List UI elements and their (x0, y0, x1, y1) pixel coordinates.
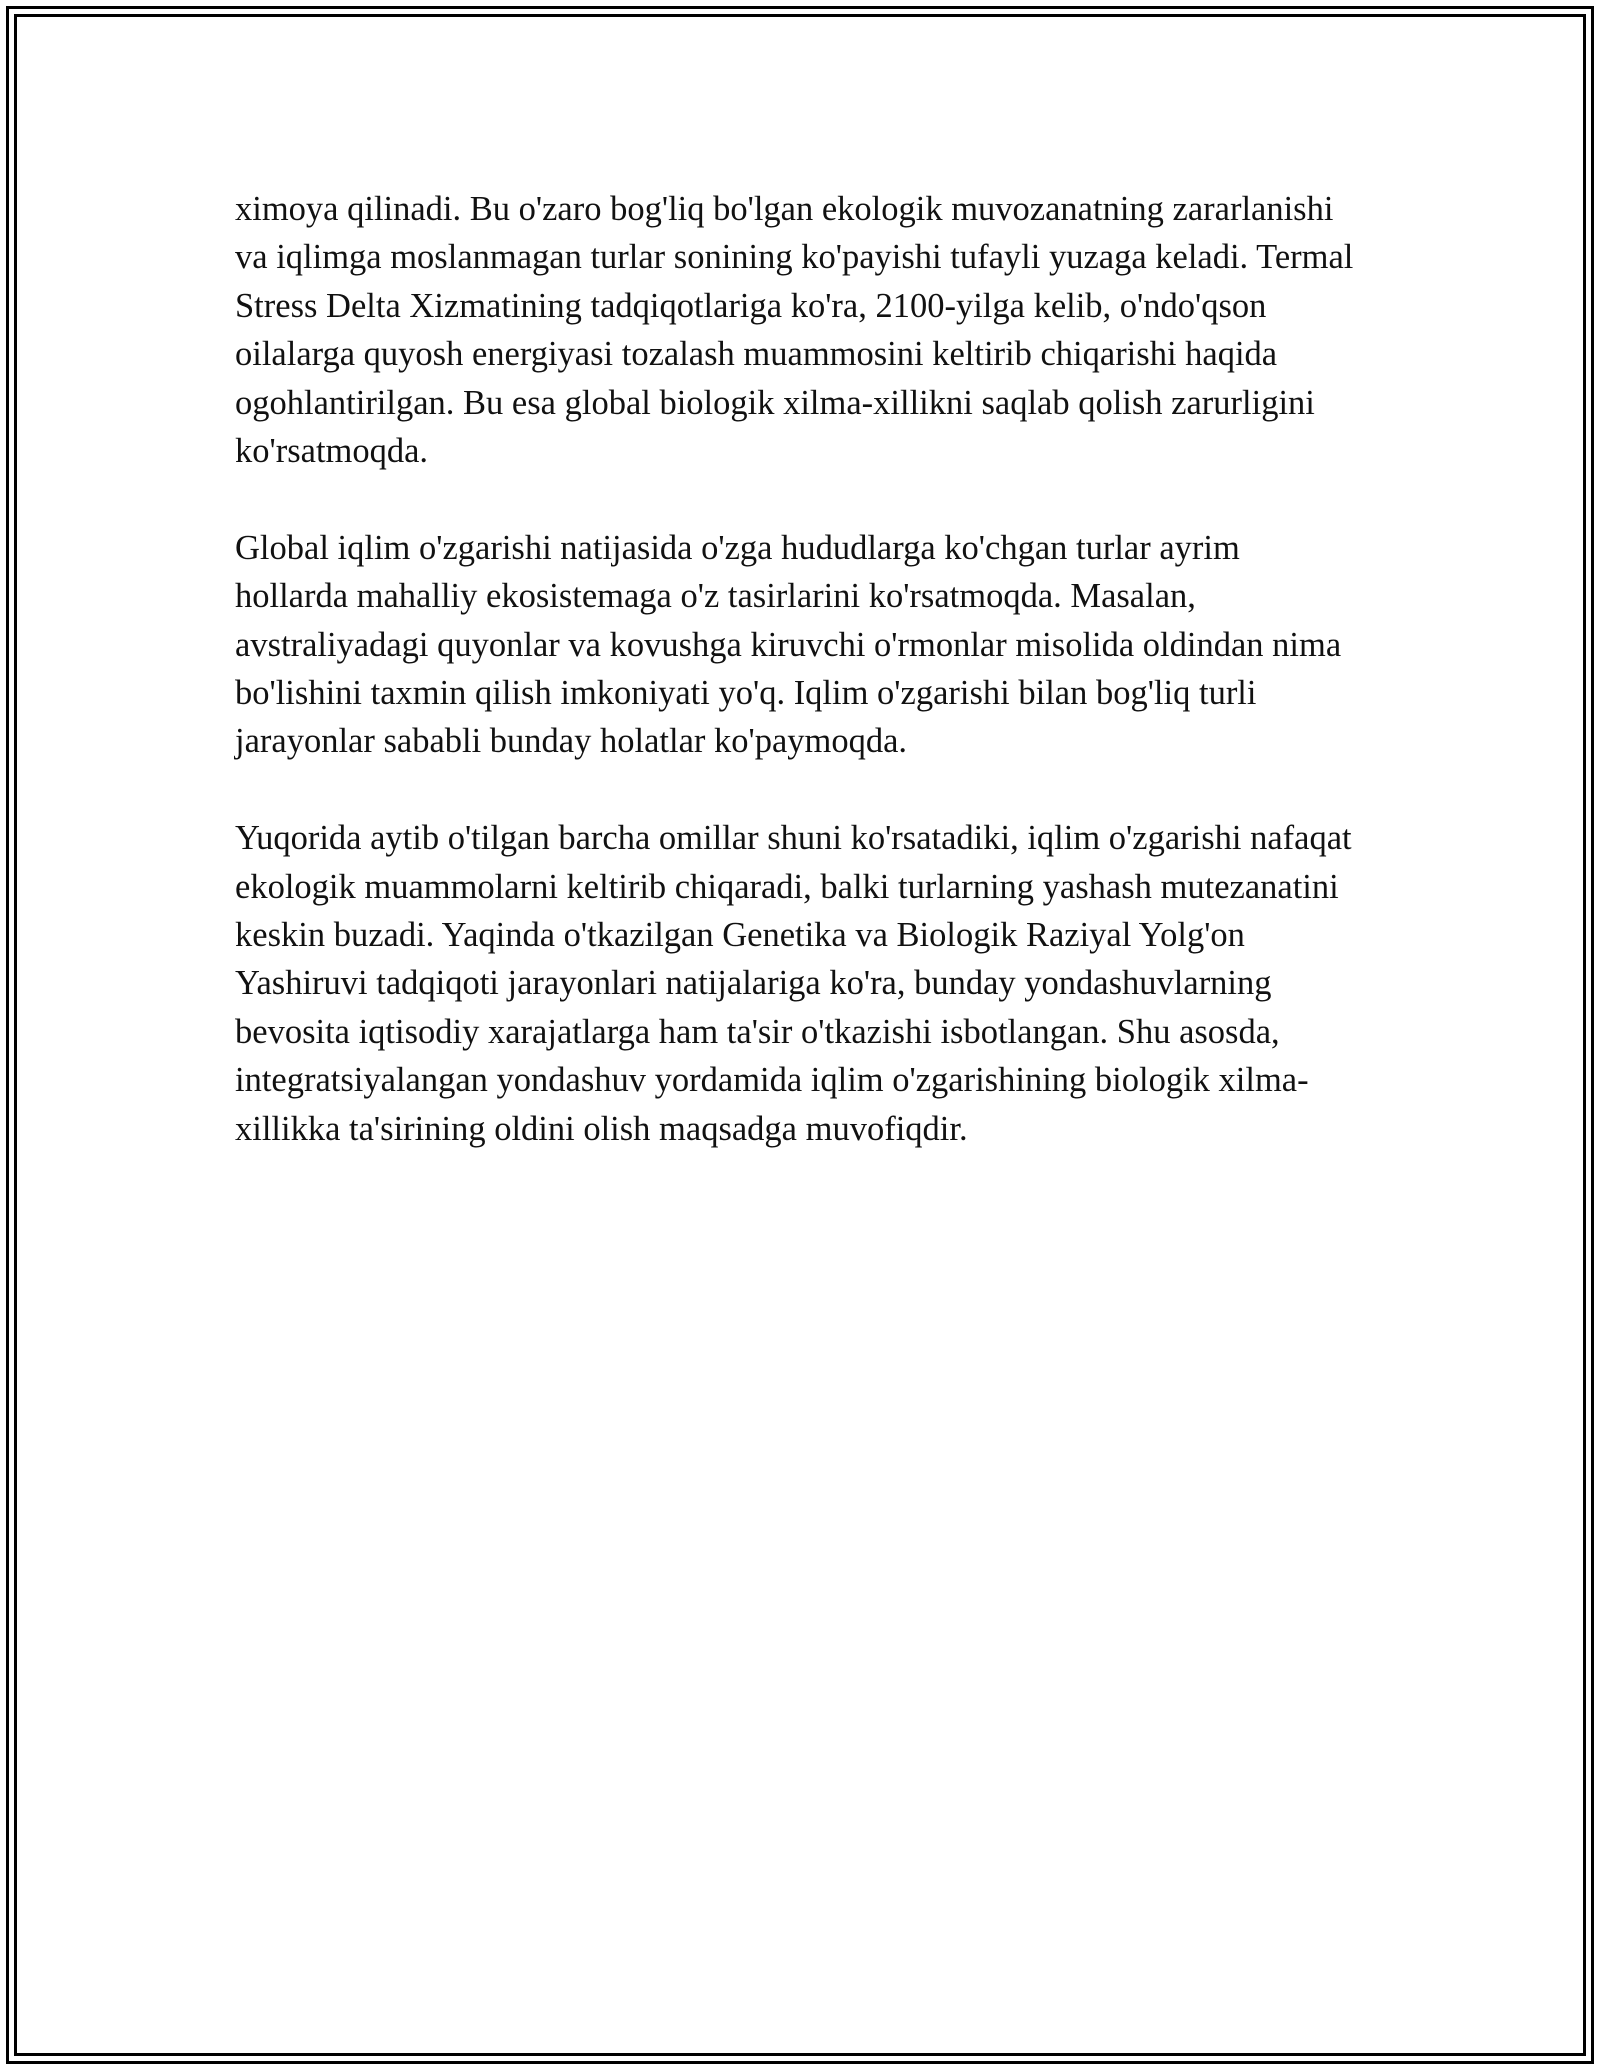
document-body (235, 185, 1355, 1201)
paragraph: Yuqorida aytib o'tilgan barcha omillar shuni ko'rsatadiki, iqlim o'zgarishi nafaqat ekologik muammolarni keltirib chiqaradi, balki turlarning yashash mutezanatini keskin buzadi. Yaqinda o'tkazilgan Genetika va Biologik Raziyal Yolg'on Yashiruvi tadqiqoti jarayonlari natijalariga ko'ra, bunday yondashuvlarning bevosita iqtisodiy xarajatlarga ham ta'sir o'tkazishi isbotlangan. Shu asosda, integratsiyalangan yondashuv yordamida iqlim o'zgarishining biologik xilma-xillikka ta'sirining oldini olish maqsadga muvofiqdir. (235, 819, 1352, 1148)
paragraph: Global iqlim o'zgarishi natijasida o'zga hududlarga ko'chgan turlar ayrim hollarda mahalliy ekosistemaga o'z tasirlarini ko'rsatmoqda. Masalan, avstraliyadagi quyonlar va kovushga kiruvchi o'rmonlar misolida oldindan nima bo'lishini taxmin qilish imkoniyati yo'q. Iqlim o'zgarishi bilan bog'liq turli jarayonlar sababli bunday holatlar ko'paymoqda. (235, 528, 1342, 761)
paragraph: ximoya qilinadi. Bu o'zaro bog'liq bo'lgan ekologik muvozanatning zararlanishi va iqlimga moslanmagan turlar sonining ko'payishi tufayli yuzaga keladi. Termal Stress Delta Xizmatining tadqiqotlariga ko'ra, 2100-yilga kelib, o'ndo'qson oilalarga quyosh energiyasi tozalash muammosini keltirib chiqarishi haqida ogohlantirilgan. Bu esa global biologik xilma-xillikni saqlab qolish zarurligini ko'rsatmoqda. (235, 190, 1354, 471)
